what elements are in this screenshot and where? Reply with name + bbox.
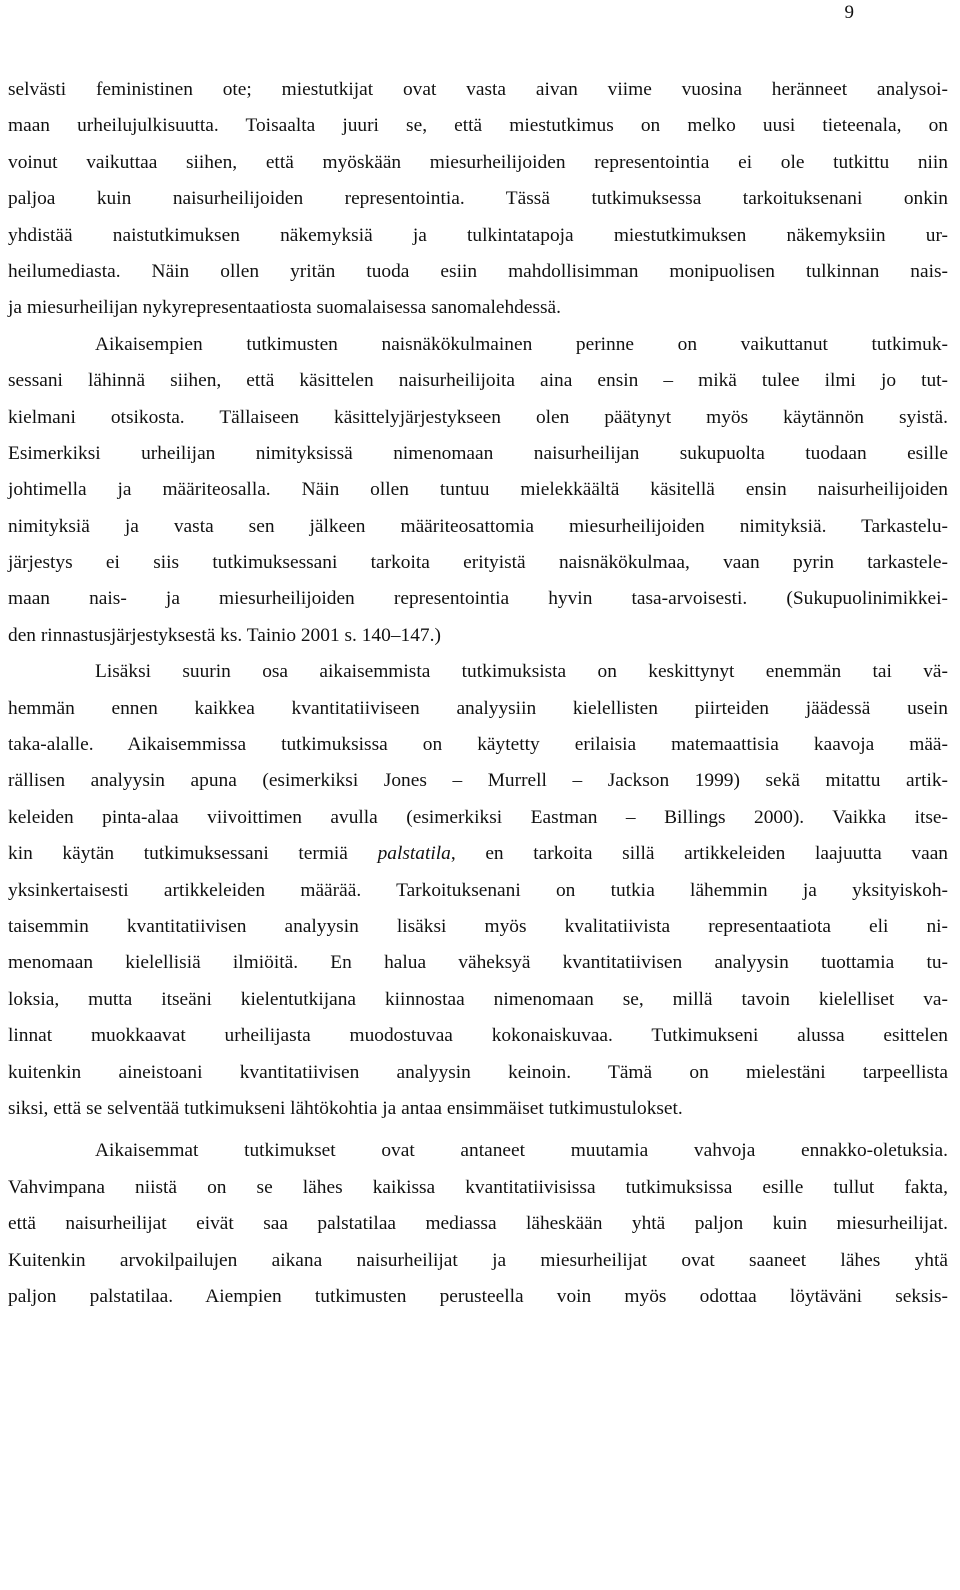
text-line: johtimella ja määriteosalla. Näin ollen tuntuu mielekkäältä käsitellä ensin naisurheilijoiden bbox=[8, 479, 948, 501]
text-line: paljoa kuin naisurheilijoiden representointia. Tässä tutkimuksessa tarkoituksenani onkin bbox=[8, 188, 948, 210]
text-line: kuitenkin aineistoani kvantitatiivisen analyysin keinoin. Tämä on mielestäni tarpeellista bbox=[8, 1061, 948, 1083]
text-line: sessani lähinnä siihen, että käsittelen naisurheilijoita aina ensin – mikä tulee ilmi jo tut- bbox=[8, 370, 948, 392]
text-line: keleiden pinta-alaa viivoittimen avulla (esimerkiksi Eastman – Billings 2000). Vaikka itse- bbox=[8, 806, 948, 828]
text-line: taisemmin kvantitatiivisen analyysin lisäksi myös kvalitatiivista representaatiota eli ni- bbox=[8, 915, 948, 937]
text-line: Kuitenkin arvokilpailujen aikana naisurheilijat ja miesurheilijat ovat saaneet lähes yhtä bbox=[8, 1249, 948, 1271]
text-line: ja miesurheilijan nykyrepresentaatiosta suomalaisessa sanomalehdessä. bbox=[8, 297, 562, 319]
text-line: järjestys ei siis tutkimuksessani tarkoita erityistä naisnäkökulmaa, vaan pyrin tarkastele- bbox=[8, 552, 948, 574]
text-line-with-italic bbox=[8, 836, 948, 872]
text-line: taka-alalle. Aikaisemmissa tutkimuksissa on käytetty erilaisia matemaattisia kaavoja mää- bbox=[8, 734, 948, 756]
text-line: nimityksiä ja vasta sen jälkeen määriteosattomia miesurheilijoiden nimityksiä. Tarkastelu- bbox=[8, 515, 948, 537]
text-line: heilumediasta. Näin ollen yritän tuoda esiin mahdollisimman monipuolisen tulkinnan nais- bbox=[8, 260, 948, 282]
paragraph-first-line: Aikaisemmat tutkimukset ovat antaneet muutamia vahvoja ennakko-oletuksia. bbox=[95, 1140, 948, 1162]
text-line: maan nais- ja miesurheilijoiden representointia hyvin tasa-arvoisesti. (Sukupuolinimikkei- bbox=[8, 588, 948, 610]
text-line: selvästi feministinen ote; miestutkijat ovat vasta aivan viime vuosina heränneet analysoi- bbox=[8, 79, 948, 100]
text-line: Vahvimpana niistä on se lähes kaikissa kvantitatiivisissa tutkimuksissa esille tullut fakta, bbox=[8, 1176, 948, 1198]
italic-term: palstatila bbox=[377, 843, 451, 865]
paragraph-first-line: Lisäksi suurin osa aikaisemmista tutkimuksista on keskittynyt enemmän tai vä- bbox=[95, 661, 948, 683]
text-line: Esimerkiksi urheilijan nimityksissä nimenomaan naisurheilijan sukupuolta tuodaan esille bbox=[8, 442, 948, 464]
line-text-before: kin käytän tutkimuksessani termiä bbox=[8, 843, 378, 865]
text-line: den rinnastusjärjestyksestä ks. Tainio 2001 s. 140–147.) bbox=[8, 624, 441, 646]
text-line: yksinkertaisesti artikkeleiden määrää. Tarkoituksenani on tutkia lähemmin ja yksityiskoh- bbox=[8, 879, 948, 901]
text-line: yhdistää naistutkimuksen näkemyksiä ja tulkintatapoja miestutkimuksen näkemyksiin ur- bbox=[8, 224, 948, 246]
body-text bbox=[8, 72, 948, 1315]
text-line: menomaan kielellisiä ilmiöitä. En halua väheksyä kvantitatiivisen analyysin tuottamia tu- bbox=[8, 952, 948, 974]
text-line: loksia, mutta itseäni kielentutkijana kiinnostaa nimenomaan se, millä tavoin kielelliset va- bbox=[8, 988, 948, 1010]
text-line: voinut vaikuttaa siihen, että myöskään miesurheilijoiden representointia ei ole tutkittu niin bbox=[8, 151, 948, 173]
text-line: linnat muokkaavat urheilijasta muodostuvaa kokonaiskuvaa. Tutkimukseni alussa esittelen bbox=[8, 1025, 948, 1047]
line-text-after: , en tarkoita sillä artikkeleiden laajuutta vaan bbox=[450, 843, 948, 865]
text-line: hemmän ennen kaikkea kvantitatiiviseen analyysiin kielellisten piirteiden jäädessä usein bbox=[8, 697, 948, 719]
text-line: kielmani otsikosta. Tällaiseen käsittelyjärjestykseen olen päätynyt myös käytännön syistä. bbox=[8, 406, 948, 428]
text-line: paljon palstatilaa. Aiempien tutkimusten perusteella voin myös odottaa löytäväni seksis- bbox=[8, 1285, 948, 1307]
text-line: rällisen analyysin apuna (esimerkiksi Jones – Murrell – Jackson 1999) sekä mitattu artik- bbox=[8, 770, 948, 792]
text-line: että naisurheilijat eivät saa palstatilaa mediassa läheskään yhtä paljon kuin miesurheilijat. bbox=[8, 1213, 948, 1235]
paragraph-first-line: Aikaisempien tutkimusten naisnäkökulmainen perinne on vaikuttanut tutkimuk- bbox=[95, 333, 948, 355]
page-number: 9 bbox=[844, 2, 854, 23]
text-line: maan urheilujulkisuutta. Toisaalta juuri se, että miestutkimus on melko uusi tieteenala, on bbox=[8, 115, 948, 137]
text-line: siksi, että se selventää tutkimukseni lähtökohtia ja antaa ensimmäiset tutkimustulokset. bbox=[8, 1097, 683, 1119]
